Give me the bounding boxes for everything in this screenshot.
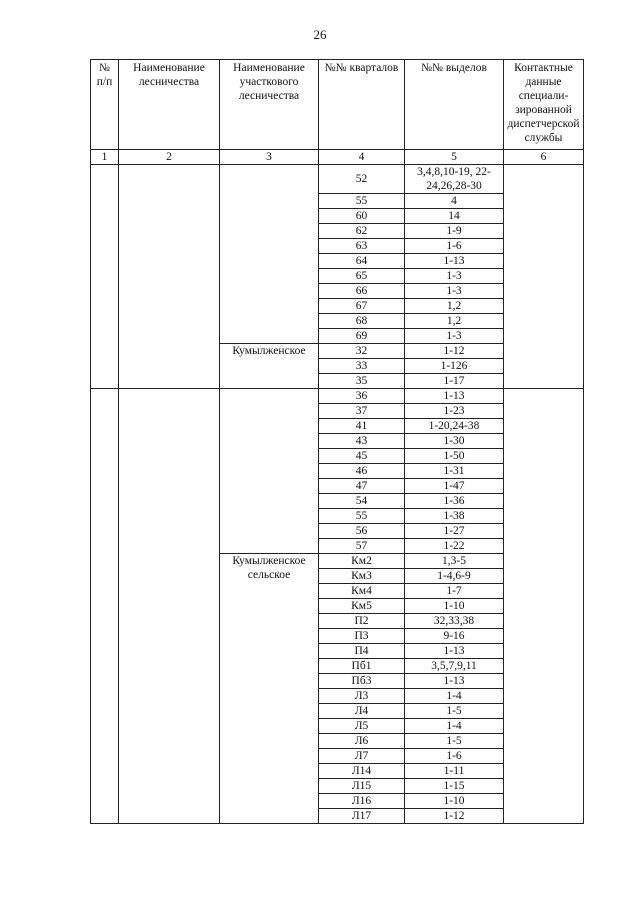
- allotments-cell: 1-3: [405, 329, 504, 344]
- allotments-cell: 1-27: [405, 524, 504, 539]
- allotments-cell: 1-15: [405, 779, 504, 794]
- quarter-cell: 54: [319, 494, 405, 509]
- allotments-cell: 1-23: [405, 404, 504, 419]
- quarter-cell: Км4: [319, 584, 405, 599]
- quarter-cell: 36: [319, 389, 405, 404]
- allotments-cell: 1-20,24-38: [405, 419, 504, 434]
- quarter-cell: Л17: [319, 809, 405, 824]
- allotments-cell: 1-13: [405, 644, 504, 659]
- allotments-cell: 1-11: [405, 764, 504, 779]
- quarter-cell: Л3: [319, 689, 405, 704]
- column-number: 5: [405, 150, 504, 165]
- allotments-cell: 3,5,7,9,11: [405, 659, 504, 674]
- allotments-cell: 1-7: [405, 584, 504, 599]
- district-forestry-cell: [220, 165, 319, 344]
- allotments-cell: 1-30: [405, 434, 504, 449]
- column-number: 1: [91, 150, 119, 165]
- quarter-cell: Л15: [319, 779, 405, 794]
- quarter-cell: П3: [319, 629, 405, 644]
- quarter-cell: 62: [319, 224, 405, 239]
- allotments-cell: 1-13: [405, 389, 504, 404]
- district-forestry-cell: [220, 389, 319, 554]
- district-forestry-cell: Кумылженское сельское: [220, 554, 319, 824]
- column-number: 3: [220, 150, 319, 165]
- quarter-cell: 45: [319, 449, 405, 464]
- allotments-cell: 1-22: [405, 539, 504, 554]
- quarter-cell: 69: [319, 329, 405, 344]
- quarter-cell: 32: [319, 344, 405, 359]
- forestry-table: [90, 59, 584, 824]
- quarter-cell: Л7: [319, 749, 405, 764]
- quarter-cell: Пб1: [319, 659, 405, 674]
- quarter-cell: 67: [319, 299, 405, 314]
- allotments-cell: 1-6: [405, 239, 504, 254]
- allotments-cell: 1-10: [405, 794, 504, 809]
- header-cell-contacts: Контактные данные специали-зированной диспетчерской службы: [504, 60, 584, 150]
- column-number-row: [91, 150, 584, 165]
- district-forestry-cell: Кумылженское: [220, 344, 319, 389]
- allotments-cell: 1-4,6-9: [405, 569, 504, 584]
- column-number: 2: [119, 150, 220, 165]
- allotments-cell: 1,2: [405, 299, 504, 314]
- quarter-cell: Км5: [319, 599, 405, 614]
- quarter-cell: Км3: [319, 569, 405, 584]
- quarter-cell: 57: [319, 539, 405, 554]
- quarter-cell: 41: [319, 419, 405, 434]
- allotments-cell: 1-6: [405, 749, 504, 764]
- quarter-cell: 55: [319, 194, 405, 209]
- allotments-cell: 1-12: [405, 809, 504, 824]
- allotments-cell: 1-3: [405, 284, 504, 299]
- quarter-cell: 55: [319, 509, 405, 524]
- allotments-cell: 3,4,8,10-19, 22-24,26,28-30: [405, 165, 504, 194]
- allotments-cell: 1-4: [405, 689, 504, 704]
- allotments-cell: 9-16: [405, 629, 504, 644]
- allotments-cell: 4: [405, 194, 504, 209]
- allotments-cell: 1-5: [405, 704, 504, 719]
- allotments-cell: 1-9: [405, 224, 504, 239]
- table-row: [91, 165, 584, 194]
- number-cell: [91, 165, 119, 389]
- quarter-cell: П2: [319, 614, 405, 629]
- header-cell-quarters: №№ кварталов: [319, 60, 405, 150]
- forestry-cell: [119, 165, 220, 389]
- header-cell-number: № п/п: [91, 60, 119, 150]
- quarter-cell: Л16: [319, 794, 405, 809]
- forestry-cell: [119, 389, 220, 824]
- quarter-cell: 68: [319, 314, 405, 329]
- quarter-cell: Л14: [319, 764, 405, 779]
- quarter-cell: П4: [319, 644, 405, 659]
- quarter-cell: 63: [319, 239, 405, 254]
- header-row: [91, 60, 584, 150]
- allotments-cell: 1-47: [405, 479, 504, 494]
- allotments-cell: 1-38: [405, 509, 504, 524]
- allotments-cell: 1-5: [405, 734, 504, 749]
- quarter-cell: 47: [319, 479, 405, 494]
- allotments-cell: 1-31: [405, 464, 504, 479]
- allotments-cell: 32,33,38: [405, 614, 504, 629]
- quarter-cell: Л5: [319, 719, 405, 734]
- quarter-cell: 52: [319, 165, 405, 194]
- allotments-cell: 1-10: [405, 599, 504, 614]
- page-number: 26: [313, 27, 327, 42]
- number-cell: [91, 389, 119, 824]
- allotments-cell: 1-17: [405, 374, 504, 389]
- allotments-cell: 1-13: [405, 254, 504, 269]
- quarter-cell: 60: [319, 209, 405, 224]
- quarter-cell: Пб3: [319, 674, 405, 689]
- allotments-cell: 1,2: [405, 314, 504, 329]
- quarter-cell: Км2: [319, 554, 405, 569]
- header-cell-district-forestry: Наименование участкового лесничества: [220, 60, 319, 150]
- column-number: 6: [504, 150, 584, 165]
- allotments-cell: 1-13: [405, 674, 504, 689]
- table-body: [91, 165, 584, 824]
- allotments-cell: 1-36: [405, 494, 504, 509]
- quarter-cell: 46: [319, 464, 405, 479]
- quarter-cell: 37: [319, 404, 405, 419]
- quarter-cell: 64: [319, 254, 405, 269]
- table-row: [91, 389, 584, 404]
- quarter-cell: 56: [319, 524, 405, 539]
- allotments-cell: 1-50: [405, 449, 504, 464]
- allotments-cell: 1-4: [405, 719, 504, 734]
- quarter-cell: 65: [319, 269, 405, 284]
- allotments-cell: 1,3-5: [405, 554, 504, 569]
- allotments-cell: 1-12: [405, 344, 504, 359]
- allotments-cell: 1-3: [405, 269, 504, 284]
- quarter-cell: Л4: [319, 704, 405, 719]
- header-cell-forestry: Наименование лесничества: [119, 60, 220, 150]
- column-number: 4: [319, 150, 405, 165]
- allotments-cell: 14: [405, 209, 504, 224]
- quarter-cell: 33: [319, 359, 405, 374]
- quarter-cell: 35: [319, 374, 405, 389]
- quarter-cell: 43: [319, 434, 405, 449]
- allotments-cell: 1-126: [405, 359, 504, 374]
- contacts-cell: [504, 389, 584, 824]
- header-cell-allotments: №№ выделов: [405, 60, 504, 150]
- quarter-cell: Л6: [319, 734, 405, 749]
- quarter-cell: 66: [319, 284, 405, 299]
- contacts-cell: [504, 165, 584, 389]
